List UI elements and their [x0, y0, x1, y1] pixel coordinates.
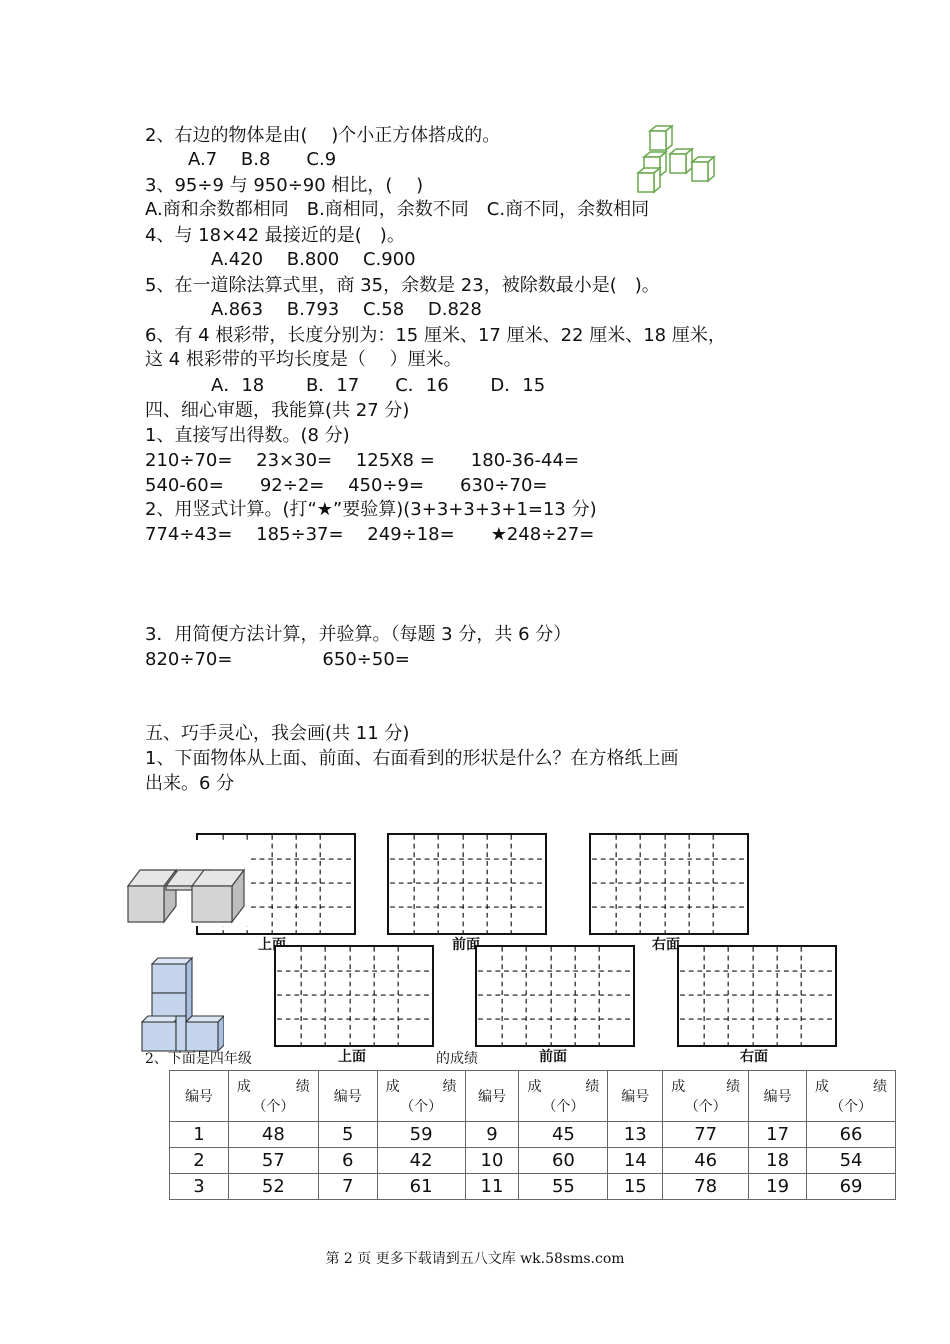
table-cell: 77	[663, 1122, 749, 1148]
grid-paper-right-2[interactable]	[677, 945, 837, 1047]
table-row	[170, 1148, 896, 1174]
label-right-1: 右面	[652, 937, 680, 953]
q5-options: A.863 B.793 C.58 D.828	[211, 299, 482, 320]
section5-title: 五、巧手灵心，我会画(共 11 分)	[145, 723, 410, 744]
table-row	[170, 1174, 896, 1200]
table-cell: 55	[519, 1174, 608, 1200]
table-cell: 59	[377, 1122, 465, 1148]
table-cell: 15	[608, 1174, 663, 1200]
table-cell: 69	[807, 1174, 896, 1200]
header-id: 编号	[749, 1071, 807, 1122]
label-top-2: 上面	[338, 1049, 366, 1065]
blue-cube-object	[140, 956, 224, 1052]
q4-text: 4、与 18×42 最接近的是( )。	[145, 225, 405, 246]
table-cell: 60	[519, 1148, 608, 1174]
table-cell: 78	[663, 1174, 749, 1200]
table-cell: 54	[807, 1148, 896, 1174]
q4-options: A.420 B.800 C.900	[211, 249, 416, 270]
table-cell: 7	[318, 1174, 377, 1200]
section5-sub1-line1: 1、下面物体从上面、前面、右面看到的形状是什么？在方格纸上画	[145, 748, 679, 769]
table-row	[170, 1122, 896, 1148]
cube-stack-figure	[636, 125, 722, 195]
section5-sub1-line2: 出来。6 分	[145, 773, 235, 794]
calc-row-4: 820÷70= 650÷50=	[145, 649, 410, 670]
table-cell: 61	[377, 1174, 465, 1200]
q2-options: A.7 B.8 C.9	[188, 149, 337, 170]
grid-paper-top-2[interactable]	[274, 945, 434, 1047]
label-right-2: 右面	[740, 1049, 768, 1065]
table-cell: 10	[465, 1148, 519, 1174]
section4-sub3: 3．用简便方法计算，并验算。（每题 3 分，共 6 分）	[145, 624, 572, 645]
grid-paper-front-1[interactable]	[387, 833, 547, 935]
score-table	[169, 1070, 896, 1200]
page-footer: 第 2 页 更多下载请到五八文库 wk.58sms.com	[325, 1251, 625, 1267]
q6-line1: 6、有 4 根彩带，长度分别为：15 厘米、17 厘米、22 厘米、18 厘米，	[145, 325, 726, 346]
header-score: 成绩 （个）	[807, 1071, 896, 1122]
table-cell: 45	[519, 1122, 608, 1148]
q3-text: 3、95÷9 与 950÷90 相比，( )	[145, 175, 424, 196]
label-front-1: 前面	[452, 937, 480, 953]
header-score: 成绩 （个）	[519, 1071, 608, 1122]
table-cell: 1	[170, 1122, 229, 1148]
table-cell: 6	[318, 1148, 377, 1174]
table-cell: 42	[377, 1148, 465, 1174]
table-cell: 11	[465, 1174, 519, 1200]
table-cell: 2	[170, 1148, 229, 1174]
header-score: 成绩 （个）	[228, 1071, 318, 1122]
table-cell: 48	[228, 1122, 318, 1148]
table-cell: 5	[318, 1122, 377, 1148]
grid-paper-front-2[interactable]	[475, 945, 635, 1047]
calc-row-3: 774÷43= 185÷37= 249÷18= ★248÷27=	[145, 524, 595, 545]
gray-cube-object	[126, 840, 248, 926]
q3-options: A.商和余数都相同 B.商相同，余数不同 C.商不同，余数相同	[145, 199, 650, 220]
table-header-row	[170, 1071, 896, 1122]
section4-sub2: 2、用竖式计算。(打“★”要验算)(3+3+3+3+1=13 分)	[145, 499, 597, 520]
header-score: 成绩 （个）	[377, 1071, 465, 1122]
header-id: 编号	[608, 1071, 663, 1122]
table-cell: 9	[465, 1122, 519, 1148]
q6-line2: 这 4 根彩带的平均长度是（ ）厘米。	[145, 349, 462, 370]
header-id: 编号	[170, 1071, 229, 1122]
header-id: 编号	[318, 1071, 377, 1122]
q5-text: 5、在一道除法算式里，商 35，余数是 23，被除数最小是( )。	[145, 275, 660, 296]
header-id: 编号	[465, 1071, 519, 1122]
calc-row-2: 540-60= 92÷2= 450÷9= 630÷70=	[145, 475, 548, 496]
table-cell: 3	[170, 1174, 229, 1200]
table-cell: 19	[749, 1174, 807, 1200]
section4-title: 四、细心审题，我能算(共 27 分)	[145, 400, 410, 421]
label-front-2: 前面	[539, 1049, 567, 1065]
q6-options: A．18 B．17 C．16 D．15	[211, 375, 546, 396]
table-cell: 52	[228, 1174, 318, 1200]
table-cell: 46	[663, 1148, 749, 1174]
section4-sub1: 1、直接写出得数。(8 分)	[145, 425, 350, 446]
section5-sub2-prefix: 2、下面是四年级	[145, 1051, 252, 1067]
table-cell: 18	[749, 1148, 807, 1174]
grid-paper-right-1[interactable]	[589, 833, 749, 935]
section5-sub2-suffix: 的成绩	[436, 1051, 478, 1067]
q2-text: 2、右边的物体是由( )个小正方体搭成的。	[145, 125, 501, 146]
calc-row-1: 210÷70= 23×30= 125X8 = 180-36-44=	[145, 450, 580, 471]
table-cell: 66	[807, 1122, 896, 1148]
table-cell: 17	[749, 1122, 807, 1148]
header-score: 成绩 （个）	[663, 1071, 749, 1122]
table-cell: 57	[228, 1148, 318, 1174]
table-cell: 14	[608, 1148, 663, 1174]
table-cell: 13	[608, 1122, 663, 1148]
label-top-1: 上面	[258, 937, 286, 953]
